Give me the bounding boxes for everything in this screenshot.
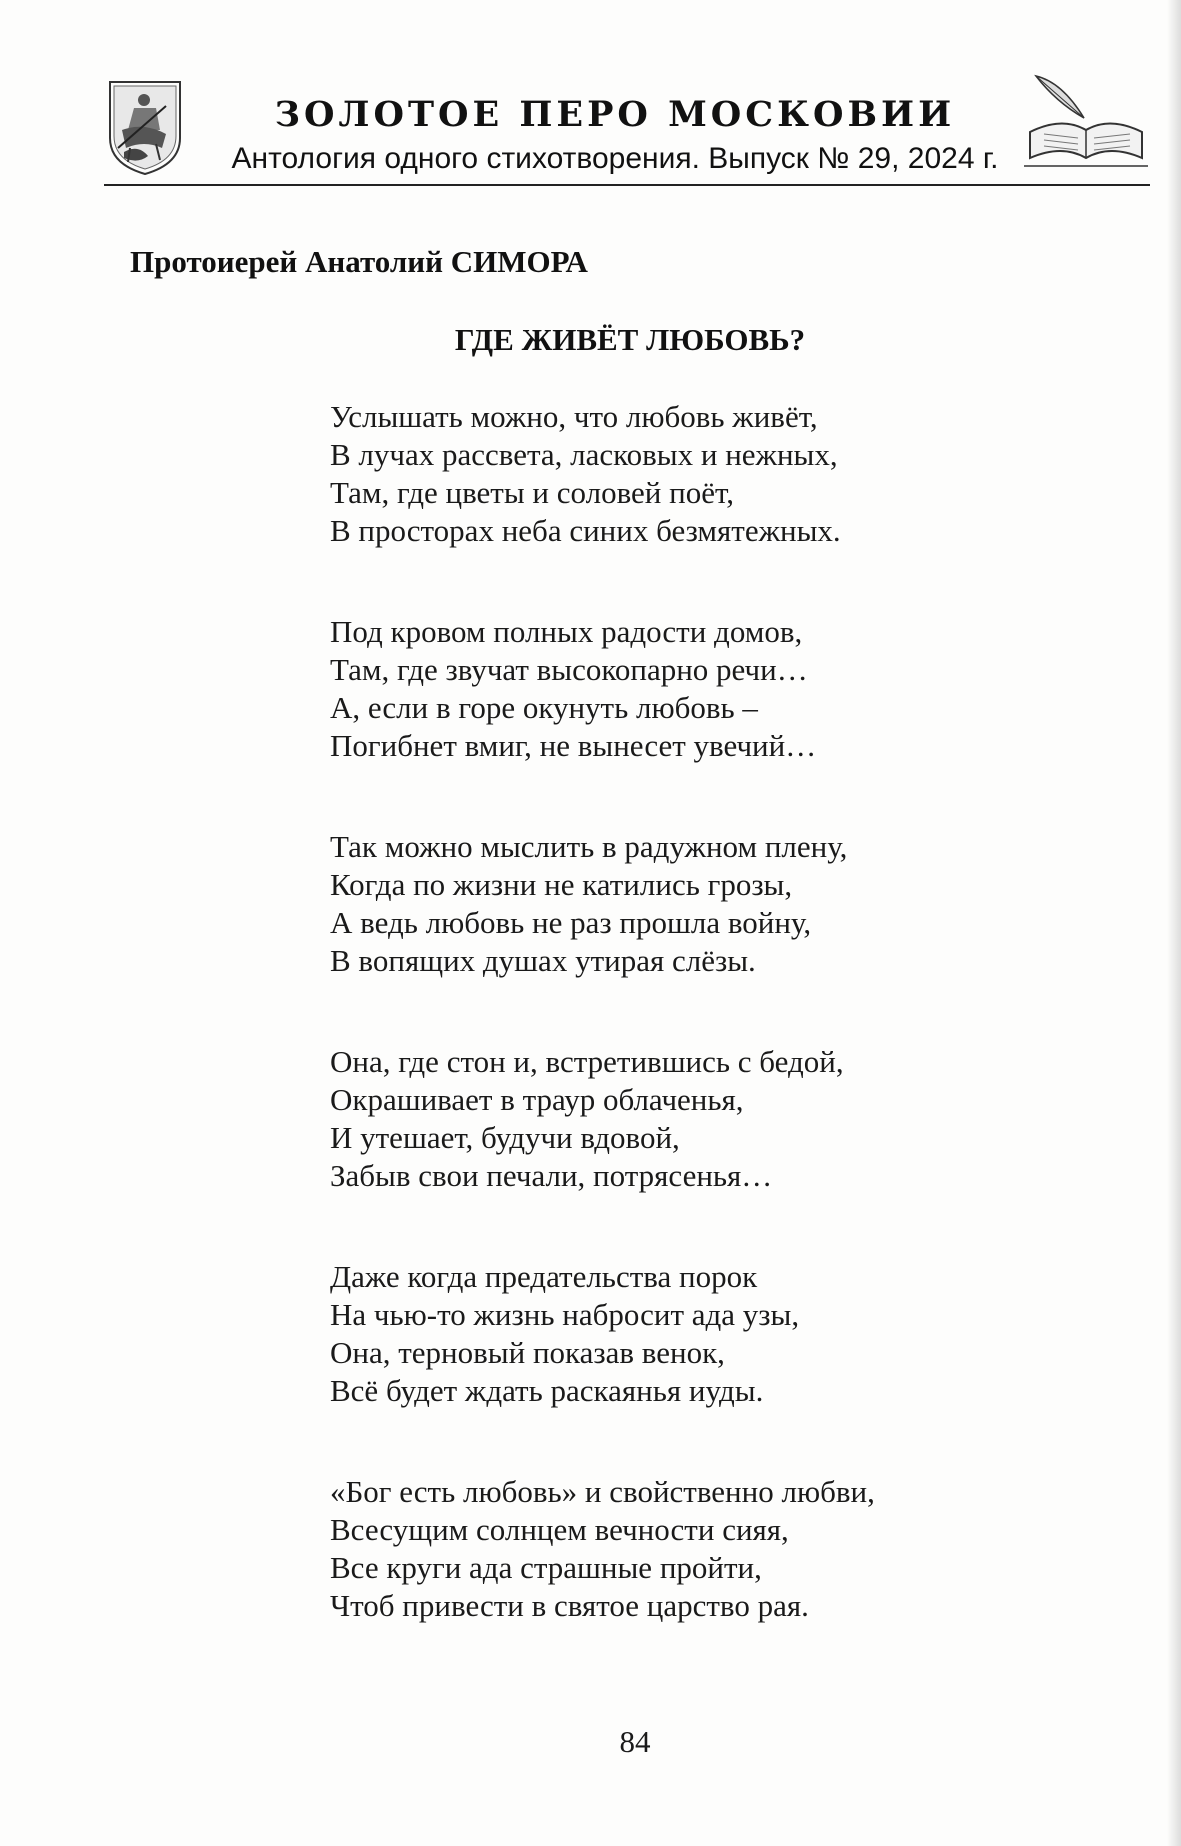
poem-line: «Бог есть любовь» и свойственно любви, <box>330 1474 875 1509</box>
poem-line: А, если в горе окунуть любовь – <box>330 690 758 725</box>
poem-line: Всё будет ждать раскаянья иуды. <box>330 1373 764 1408</box>
poem-body <box>330 398 1130 1688</box>
poem-line: Даже когда предательства порок <box>330 1259 758 1294</box>
stanza <box>330 613 1130 765</box>
poem-line: Под кровом полных радости домов, <box>330 614 803 649</box>
poem-line: Там, где цветы и соловей поёт, <box>330 475 734 510</box>
poem-line: Услышать можно, что любовь живёт, <box>330 399 818 434</box>
quill-and-book-logo-icon <box>1022 72 1150 172</box>
poem-line: В лучах рассвета, ласковых и нежных, <box>330 437 838 472</box>
poem-line: Всесущим солнцем вечности сияя, <box>330 1512 789 1547</box>
poem-line: В вопящих душах утирая слёзы. <box>330 943 756 978</box>
header-rule <box>104 184 1150 186</box>
poem-line: Она, терновый показав венок, <box>330 1335 725 1370</box>
poem-line: Она, где стон и, встретившись с бедой, <box>330 1044 844 1079</box>
header-title: ЗОЛОТОЕ ПЕРО МОСКОВИИ <box>274 94 956 135</box>
poem-line: А ведь любовь не раз прошла войну, <box>330 905 812 940</box>
poem-line: Забыв свои печали, потрясенья… <box>330 1158 773 1193</box>
header-subtitle: Антология одного стихотворения. Выпуск № 29, 2024 г. <box>231 142 999 175</box>
poem-line: Погибнет вмиг, не вынесет увечий… <box>330 728 817 763</box>
page-edge-shadow <box>1167 0 1181 1846</box>
stanza <box>330 398 1130 550</box>
moscow-coat-of-arms-icon <box>104 78 186 176</box>
poem-line: Так можно мыслить в радужном плену, <box>330 829 848 864</box>
poem-line: Когда по жизни не катились грозы, <box>330 867 793 902</box>
stanza <box>330 828 1130 980</box>
stanza <box>330 1473 1130 1625</box>
poem-line: Там, где звучат высокопарно речи… <box>330 652 808 687</box>
stanza <box>330 1258 1130 1410</box>
stanza <box>330 1043 1130 1195</box>
poem-line: И утешает, будучи вдовой, <box>330 1120 680 1155</box>
poem-title: ГДЕ ЖИВЁТ ЛЮБОВЬ? <box>454 322 806 357</box>
author-name: Протоиерей Анатолий СИМОРА <box>130 244 588 279</box>
poem-line: В просторах неба синих безмятежных. <box>330 513 841 548</box>
running-header <box>100 70 1150 195</box>
page-number: 84 <box>619 1724 651 1759</box>
poem-line: Чтоб привести в святое царство рая. <box>330 1588 809 1623</box>
poem-line: Окрашивает в траур облаченья, <box>330 1082 744 1117</box>
poem-line: На чью-то жизнь набросит ада узы, <box>330 1297 800 1332</box>
poem-line: Все круги ада страшные пройти, <box>330 1550 762 1585</box>
